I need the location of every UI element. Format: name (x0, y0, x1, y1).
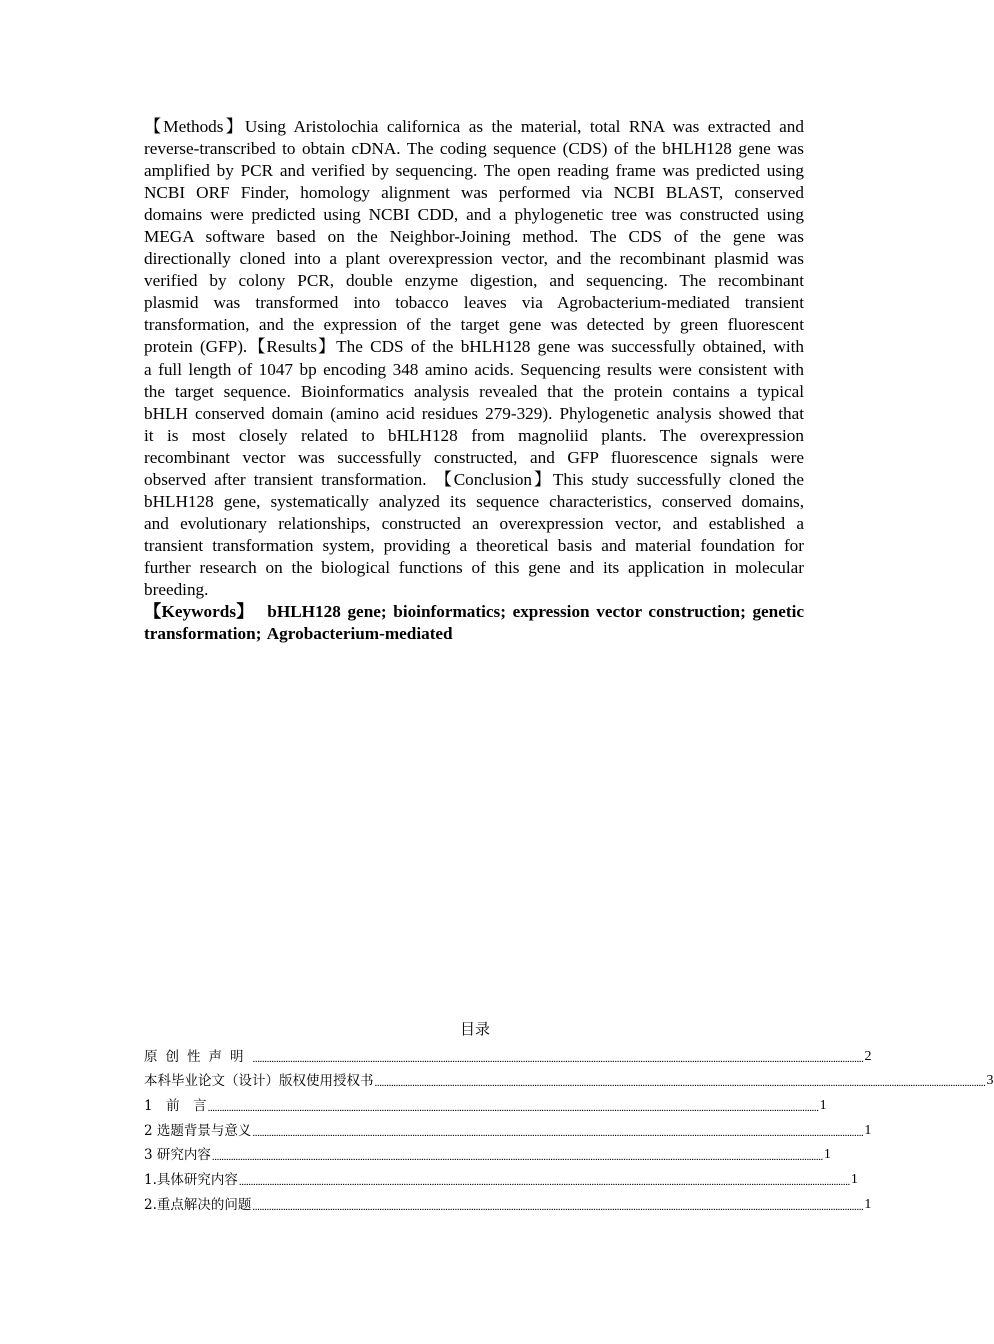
toc-leader-dots: .................................................................................................................................................................................................................................................................... (211, 1151, 823, 1164)
toc-entry-label: 3 研究内容 (144, 1147, 211, 1164)
toc-entry-page: 1 (823, 1147, 831, 1163)
toc-leader-dots: .................................................................................................................................................................................................................................................................... (238, 1176, 850, 1189)
conclusion-tag: 【Conclusion】 (434, 469, 553, 489)
toc-entry[interactable] (144, 1114, 872, 1139)
toc-entry-label: 2.重点解决的问题 (144, 1196, 252, 1213)
toc-entry-page: 1 (819, 1098, 827, 1114)
toc-leader-dots: .................................................................................................................................................................................................................................................................... (252, 1052, 864, 1065)
abstract-body (144, 116, 804, 601)
toc-entry-page: 2 (864, 1048, 872, 1064)
toc-entry[interactable] (144, 1188, 872, 1213)
toc-leader-dots: .................................................................................................................................................................................................................................................................... (207, 1102, 819, 1115)
conclusion-text: This study successfully cloned the bHLH128 gene, systematically analyzed its sequence characteristics, conserved domains, and evolutionary relationships, constructed an overexpression vector, and established a transient transformation system, providing a theoretical basis and material foundation for further research on the biological functions of this gene and its application in molecular breeding. (144, 469, 804, 599)
keywords-tag: 【Keywords】 (144, 602, 254, 622)
toc-entry-label: 原创性声明 (144, 1048, 252, 1065)
results-tag: 【Results】 (247, 337, 337, 357)
toc-entry[interactable] (144, 1089, 827, 1115)
toc-entry-label: 本科毕业论文（设计）版权使用授权书 (144, 1073, 374, 1090)
toc-leader-dots: .................................................................................................................................................................................................................................................................... (252, 1200, 864, 1213)
toc-entry-page: 1 (850, 1172, 858, 1188)
toc-entry-page: 3 (986, 1073, 994, 1089)
toc-entry[interactable] (144, 1065, 994, 1090)
toc-leader-dots: .................................................................................................................................................................................................................................................................... (374, 1077, 986, 1090)
results-text: The CDS of the bHLH128 gene was successfully obtained, with a full length of 1047 bp encoding 348 amino acids. Sequencing results were consistent with the target sequence. Bioinformatics analysis revealed that the protein contains a typical bHLH conserved domain (amino acid residues 279-329). Phylogenetic analysis showed that it is most closely related to bHLH128 from magnoliid plants. The overexpression recombinant vector was successfully constructed, and GFP fluorescence signals were observed after transient transformation. (144, 337, 804, 489)
toc-entry-label: 1.具体研究内容 (144, 1172, 238, 1189)
methods-tag: 【Methods】 (144, 117, 245, 136)
toc-leader-dots: .................................................................................................................................................................................................................................................................... (252, 1126, 864, 1139)
keywords-line (144, 601, 804, 645)
toc-title: 目录 (459, 1020, 490, 1038)
english-abstract (144, 116, 804, 645)
toc-entry[interactable] (144, 1040, 872, 1065)
toc-entry-label: 2 选题背景与意义 (144, 1122, 252, 1139)
toc-entry[interactable] (144, 1163, 858, 1189)
toc-entry[interactable] (144, 1139, 831, 1164)
toc-entry-page: 1 (864, 1122, 872, 1138)
methods-text: Using Aristolochia californica as the material, total RNA was extracted and reverse-transcribed to obtain cDNA. The coding sequence (CDS) of the bHLH128 gene was amplified by PCR and verified by sequencing. The open reading frame was predicted using NCBI ORF Finder, homology alignment was performed via NCBI BLAST, conserved domains were predicted using NCBI CDD, and a phylogenetic tree was constructed using MEGA software based on the Neighbor-Joining method. The CDS of the gene was directionally cloned into a plant overexpression vector, and the recombinant plasmid was verified by colony PCR, double enzyme digestion, and sequencing. The recombinant plasmid was transformed into tobacco leaves via Agrobacterium-mediated transient transformation, and the expression of the target gene was detected by green fluorescent protein (GFP). (144, 117, 804, 357)
table-of-contents (144, 1040, 994, 1213)
keywords-text: bHLH128 gene; bioinformatics; expression vector construction; genetic transformation; Agrobacterium-mediated (144, 602, 804, 644)
toc-entry-label: 1 前 言 (144, 1098, 207, 1115)
toc-entry-page: 1 (864, 1196, 872, 1212)
